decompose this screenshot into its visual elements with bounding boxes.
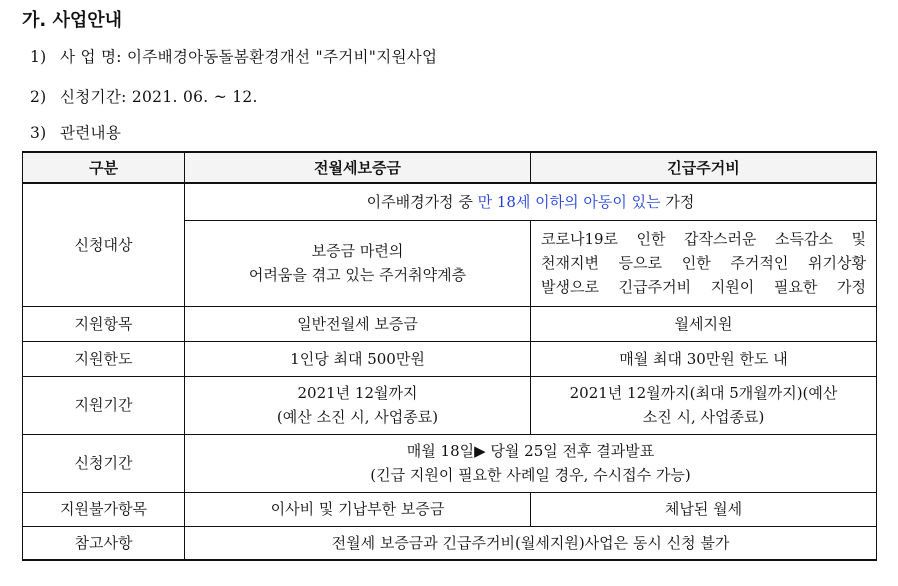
support-item-emergency: 월세지원 bbox=[531, 306, 877, 341]
info-table bbox=[22, 151, 877, 561]
cell-line: 2021년 12월까지 bbox=[297, 384, 418, 402]
target-highlight-text: 만 18세 이하의 아동이 있는 bbox=[477, 192, 661, 211]
item-business-name bbox=[30, 45, 437, 67]
row-label-apply-period: 신청기간 bbox=[23, 434, 185, 492]
section-heading: 가. 사업안내 bbox=[22, 10, 123, 31]
header-deposit: 전월세보증금 bbox=[185, 152, 531, 183]
table-row bbox=[23, 341, 877, 376]
table-row bbox=[23, 492, 877, 526]
row-label-excluded: 지원불가항목 bbox=[23, 492, 185, 526]
target-deposit-cell bbox=[185, 220, 531, 306]
cell-line: 천재지변 등으로 인한 주거적인 위기상황 bbox=[541, 254, 866, 272]
target-common-suffix: 가정 bbox=[660, 192, 695, 211]
support-period-deposit bbox=[185, 376, 531, 434]
support-period-emergency bbox=[531, 376, 877, 434]
item-application-period bbox=[30, 85, 258, 107]
table-row bbox=[23, 526, 877, 560]
item-text: 신청기간: 2021. 06. ~ 12. bbox=[60, 88, 258, 106]
cell-line: (긴급 지원이 필요한 사례일 경우, 수시접수 가능) bbox=[370, 466, 691, 484]
support-item-deposit: 일반전월세 보증금 bbox=[185, 306, 531, 341]
row-label-support-period: 지원기간 bbox=[23, 376, 185, 434]
row-label-support-item: 지원항목 bbox=[23, 306, 185, 341]
cell-line: 발생으로 긴급주거비 지원이 필요한 가정 bbox=[541, 278, 866, 296]
row-label-support-limit: 지원한도 bbox=[23, 341, 185, 376]
item-number: 1) bbox=[30, 48, 47, 66]
header-category: 구분 bbox=[23, 152, 185, 183]
item-number: 3) bbox=[30, 124, 47, 142]
cell-line: 소진 시, 사업종료) bbox=[642, 408, 765, 426]
excluded-deposit: 이사비 및 기납부한 보증금 bbox=[185, 492, 531, 526]
table-row bbox=[23, 434, 877, 492]
row-label-target: 신청대상 bbox=[23, 183, 185, 306]
item-related-content bbox=[30, 121, 121, 143]
item-number: 2) bbox=[30, 88, 47, 106]
table-row bbox=[23, 376, 877, 434]
cell-line: 코로나19로 인한 갑작스러운 소득감소 및 bbox=[541, 230, 866, 248]
support-limit-emergency: 매월 최대 30만원 한도 내 bbox=[531, 341, 877, 376]
notes-cell: 전월세 보증금과 긴급주거비(월세지원)사업은 동시 신청 불가 bbox=[185, 526, 877, 560]
cell-line: (예산 소진 시, 사업종료) bbox=[276, 408, 439, 426]
table-row bbox=[23, 306, 877, 341]
table-header-row bbox=[23, 152, 877, 183]
support-limit-deposit: 1인당 최대 500만원 bbox=[185, 341, 531, 376]
cell-line: 보증금 마련의 bbox=[311, 242, 404, 260]
target-common-cell bbox=[185, 183, 877, 220]
cell-line: 매월 18일▶ 당월 25일 전후 결과발표 bbox=[406, 442, 655, 460]
cell-line: 어려움을 겪고 있는 주거취약계층 bbox=[248, 266, 467, 284]
cell-line: 2021년 12월까지(최대 5개월까지)(예산 bbox=[569, 384, 838, 402]
table-row bbox=[23, 183, 877, 220]
row-label-notes: 참고사항 bbox=[23, 526, 185, 560]
excluded-emergency: 체납된 월세 bbox=[531, 492, 877, 526]
item-text: 사 업 명: 이주배경아동돌봄환경개선 "주거비"지원사업 bbox=[60, 48, 438, 66]
item-text: 관련내용 bbox=[60, 124, 122, 142]
apply-period-cell bbox=[185, 434, 877, 492]
header-emergency: 긴급주거비 bbox=[531, 152, 877, 183]
target-emergency-cell bbox=[531, 220, 877, 306]
target-common-prefix: 이주배경가정 중 bbox=[366, 192, 478, 211]
